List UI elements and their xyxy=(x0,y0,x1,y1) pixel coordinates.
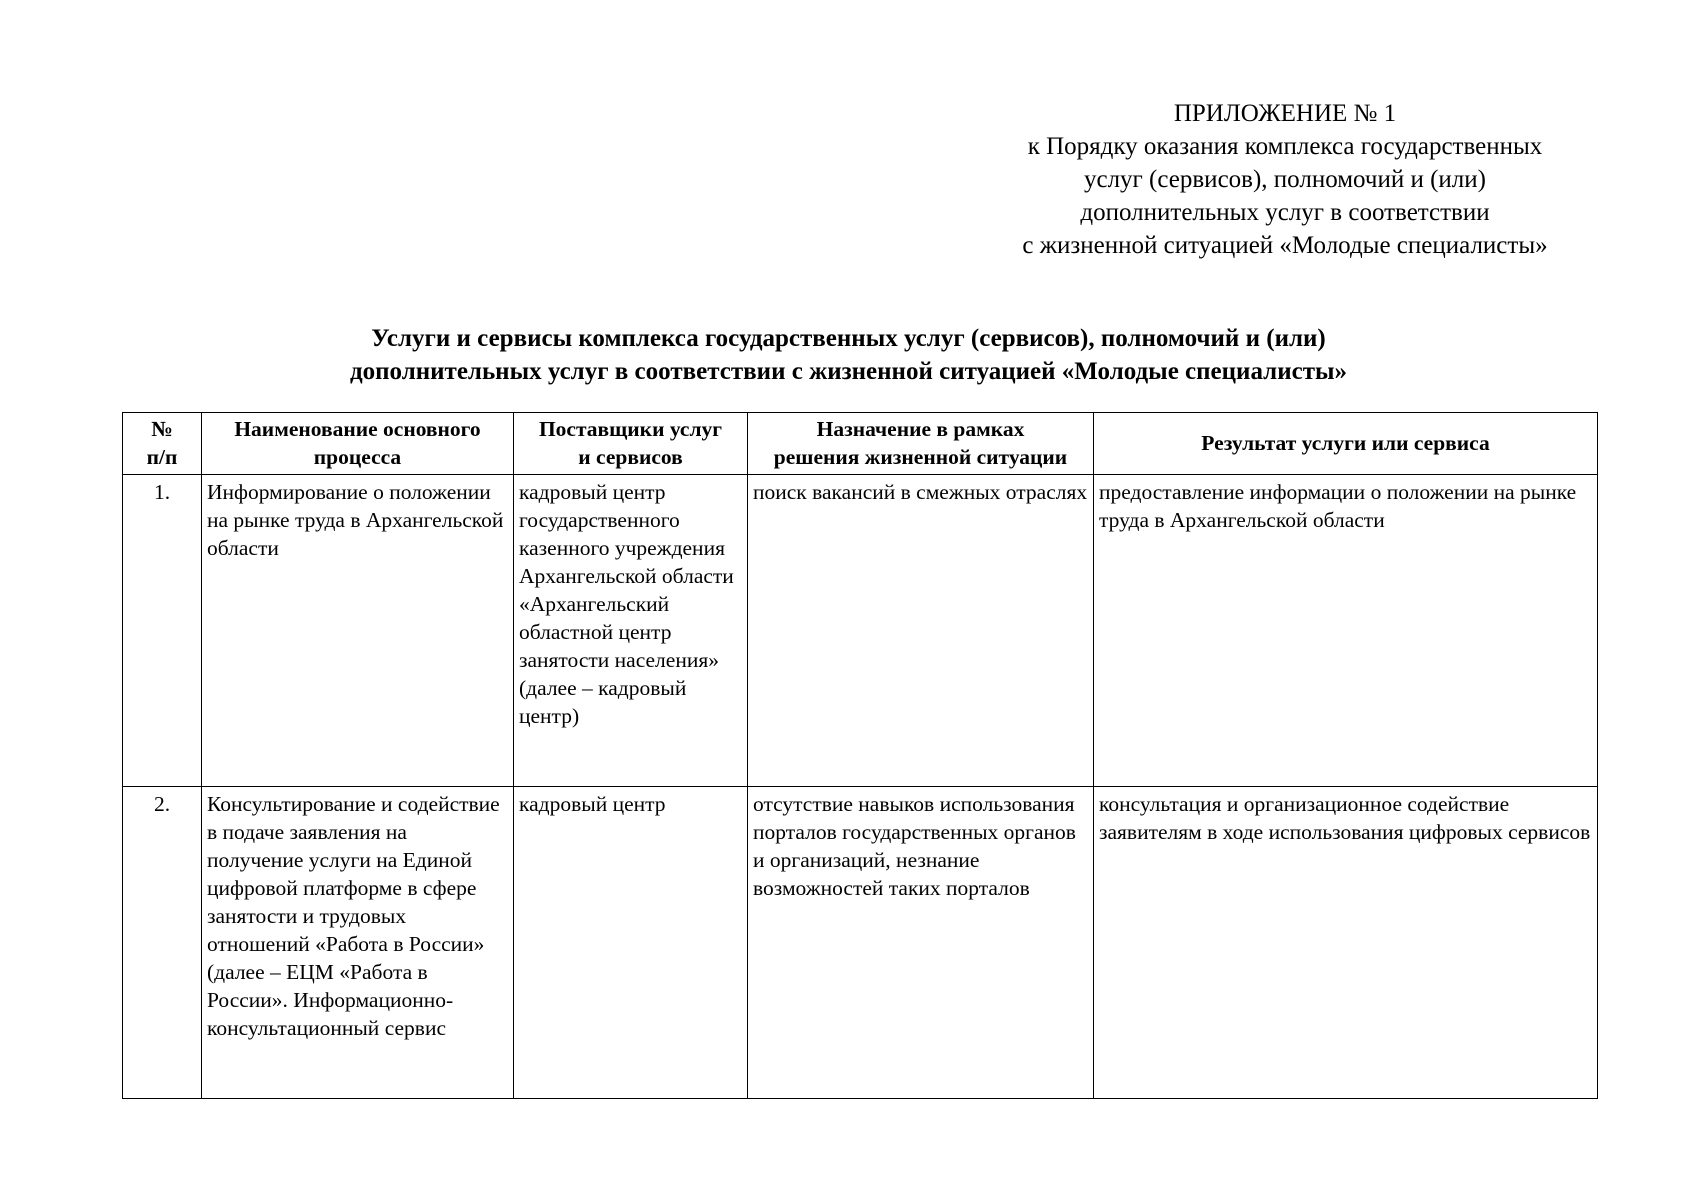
appendix-line: с жизненной ситуацией «Молодые специалисты» xyxy=(1022,232,1548,259)
appendix-line: к Порядку оказания комплекса государственных xyxy=(1027,133,1543,160)
row-number: 2. xyxy=(123,787,202,1099)
header-result xyxy=(1094,413,1598,475)
document-title-line: Услуги и сервисы комплекса государственных услуг (сервисов), полномочий и (или) xyxy=(371,325,1326,352)
appendix-line: услуг (сервисов), полномочий и (или) xyxy=(1083,166,1486,193)
header-line: Назначение в рамках xyxy=(816,417,1025,441)
header-line: Результат услуги или сервиса xyxy=(1201,431,1490,455)
appendix-line: дополнительных услуг в соответствии xyxy=(1080,199,1490,226)
row-provider: кадровый центр государственного казенного учреждения Архангельской области «Архангельский областной центр занятости населения» (далее – кадровый центр) xyxy=(514,475,748,787)
appendix-heading xyxy=(930,97,1640,262)
row-purpose: отсутствие навыков использования порталов государственных органов и организаций, незнание возможностей таких порталов xyxy=(748,787,1094,1099)
header-line: п/п xyxy=(146,445,178,469)
header-provider xyxy=(514,413,748,475)
table-row xyxy=(123,787,1598,1099)
row-purpose: поиск вакансий в смежных отраслях xyxy=(748,475,1094,787)
table-header-row xyxy=(123,413,1598,475)
header-process xyxy=(202,413,514,475)
services-table xyxy=(122,412,1598,1099)
row-result: консультация и организационное содействие заявителям в ходе использования цифровых сервисов xyxy=(1094,787,1598,1099)
header-number xyxy=(123,413,202,475)
row-provider: кадровый центр xyxy=(514,787,748,1099)
row-process: Информирование о положении на рынке труда в Архангельской области xyxy=(202,475,514,787)
header-line: Поставщики услуг xyxy=(538,417,723,441)
document-title xyxy=(0,322,1697,388)
header-line: решения жизненной ситуации xyxy=(773,445,1068,469)
header-line: процесса xyxy=(313,445,402,469)
table-row xyxy=(123,475,1598,787)
appendix-line: ПРИЛОЖЕНИЕ № 1 xyxy=(1173,100,1397,127)
header-line: № xyxy=(151,417,173,441)
header-line: и сервисов xyxy=(578,445,683,469)
row-process: Консультирование и содействие в подаче заявления на получение услуги на Единой цифровой платформе в сфере занятости и трудовых отношений «Работа в России» (далее – ЕЦМ «Работа в России». Информационно-консультационный сервис xyxy=(202,787,514,1099)
row-number: 1. xyxy=(123,475,202,787)
row-result: предоставление информации о положении на рынке труда в Архангельской области xyxy=(1094,475,1598,787)
document-title-line: дополнительных услуг в соответствии с жизненной ситуацией «Молодые специалисты» xyxy=(350,358,1347,385)
header-line: Наименование основного xyxy=(234,417,481,441)
header-purpose xyxy=(748,413,1094,475)
